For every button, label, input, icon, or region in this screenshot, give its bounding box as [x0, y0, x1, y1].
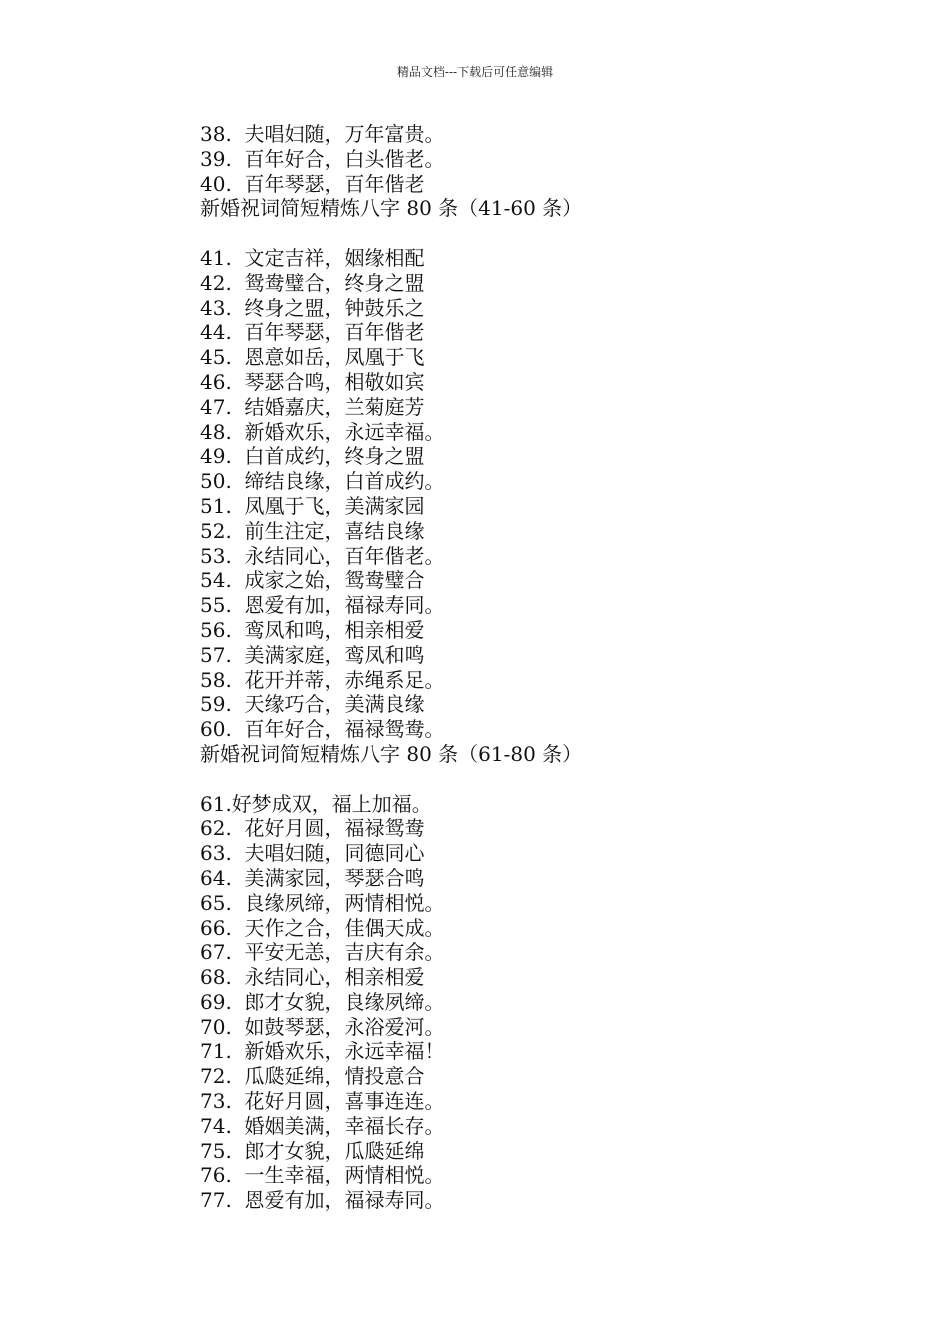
list-item: 71. 新婚欢乐，永远幸福！	[200, 1039, 445, 1064]
list-item: 40. 百年琴瑟，百年偕老	[200, 171, 425, 196]
list-item: 75. 郎才女貌，瓜瓞延绵	[200, 1138, 425, 1163]
list-item: 76. 一生幸福，两情相悦。	[200, 1163, 445, 1188]
list-item: 61.好梦成双，福上加福。	[200, 791, 432, 816]
list-item: 54. 成家之始，鸳鸯璧合	[200, 568, 425, 593]
list-item: 60. 百年好合，福禄鸳鸯。	[200, 717, 445, 742]
list-item: 53. 永结同心，百年偕老。	[200, 543, 445, 568]
list-item: 70. 如鼓琴瑟，永浴爱河。	[200, 1014, 445, 1039]
list-item: 65. 良缘夙缔，两情相悦。	[200, 890, 445, 915]
page-header: 精品文档---下载后可任意编辑	[396, 65, 554, 79]
list-item: 51. 凤凰于飞，美满家园	[200, 493, 425, 518]
list-item: 48. 新婚欢乐，永远幸福。	[200, 419, 445, 444]
list-item: 46. 琴瑟合鸣，相敬如宾	[200, 369, 425, 394]
list-item: 42. 鸳鸯璧合，终身之盟	[200, 270, 425, 295]
list-item: 62. 花好月圆，福禄鸳鸯	[200, 816, 425, 841]
list-item: 55. 恩爱有加，福禄寿同。	[200, 593, 445, 618]
section-heading: 新婚祝词简短精炼八字 80 条（41-60 条）	[200, 196, 583, 221]
list-item: 45. 恩意如岳，凤凰于飞	[200, 345, 425, 370]
list-item: 52. 前生注定，喜结良缘	[200, 518, 425, 543]
list-item: 39. 百年好合，白头偕老。	[200, 146, 445, 171]
list-item: 68. 永结同心，相亲相爱	[200, 965, 425, 990]
list-item: 47. 结婚嘉庆，兰菊庭芳	[200, 394, 425, 419]
list-item: 44. 百年琴瑟，百年偕老	[200, 320, 425, 345]
list-item: 72. 瓜瓞延绵，情投意合	[200, 1064, 425, 1089]
list-item: 49. 白首成约，终身之盟	[200, 444, 425, 469]
list-item: 59. 天缘巧合，美满良缘	[200, 692, 425, 717]
section-heading: 新婚祝词简短精炼八字 80 条（61-80 条）	[200, 741, 583, 766]
list-item: 50. 缔结良缘，白首成约。	[200, 469, 445, 494]
blank-line	[200, 221, 900, 246]
list-item: 67. 平安无恙，吉庆有余。	[200, 940, 445, 965]
list-item: 64. 美满家园，琴瑟合鸣	[200, 865, 425, 890]
list-item: 73. 花好月圆，喜事连连。	[200, 1089, 445, 1114]
list-item: 66. 天作之合，佳偶天成。	[200, 915, 445, 940]
list-item: 43. 终身之盟，钟鼓乐之	[200, 295, 425, 320]
list-item: 74. 婚姻美满，幸福长存。	[200, 1113, 445, 1138]
list-item: 38. 夫唱妇随，万年富贵。	[200, 122, 445, 146]
list-item: 58. 花开并蒂，赤绳系足。	[200, 667, 445, 692]
document-body	[200, 122, 900, 1213]
list-item: 77. 恩爱有加，福禄寿同。	[200, 1188, 445, 1213]
list-item: 63. 夫唱妇随，同德同心	[200, 841, 425, 866]
list-item: 41. 文定吉祥，姻缘相配	[200, 245, 425, 270]
list-item: 69. 郎才女貌，良缘夙缔。	[200, 989, 445, 1014]
blank-line	[200, 767, 900, 792]
list-item: 56. 鸾凤和鸣，相亲相爱	[200, 617, 425, 642]
list-item: 57. 美满家庭，鸾凤和鸣	[200, 642, 425, 667]
